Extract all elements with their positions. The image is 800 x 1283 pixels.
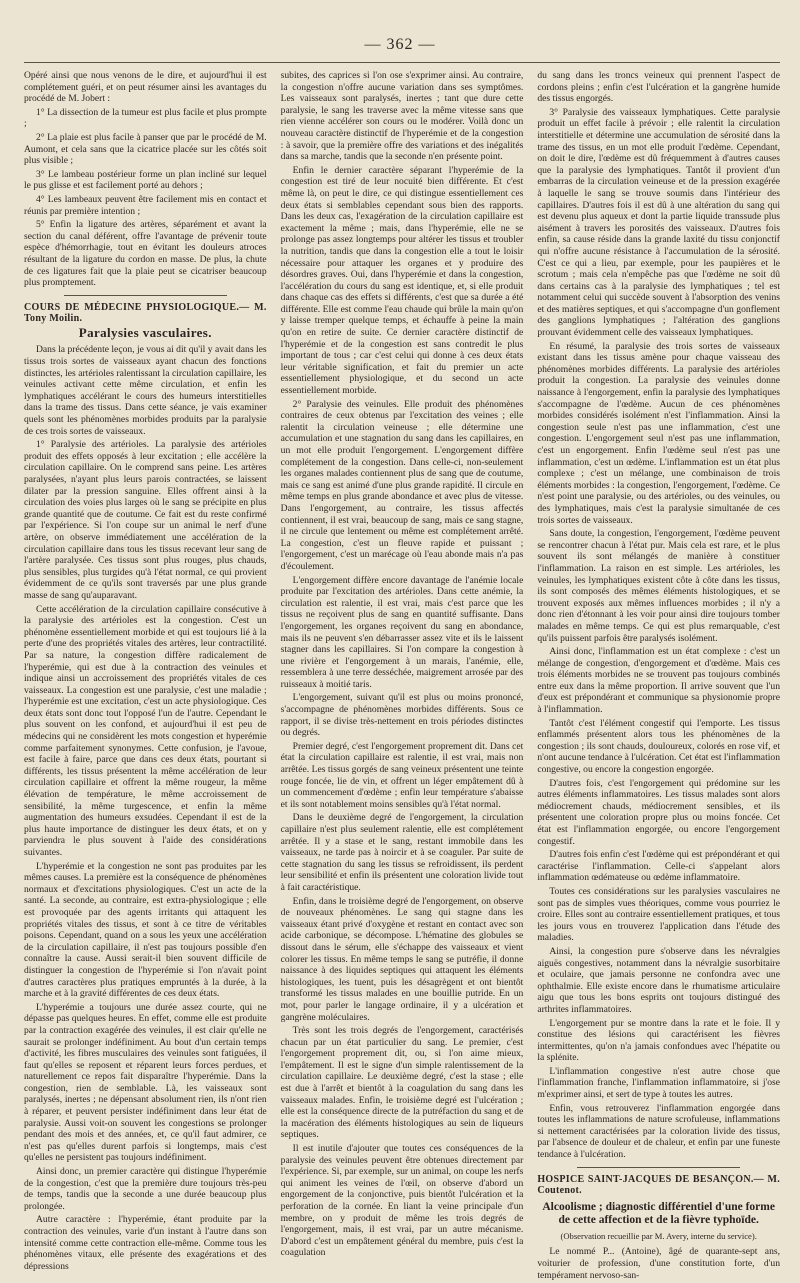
page-number: — 362 —: [364, 36, 436, 53]
paragraph: Sans doute, la congestion, l'engorgement, l'œdème peuvent se rencontrer chacun à l'état pur. Mais cela est rare, et le plus souvent ils sont mélangés de manière à constituer l'inflammation. La raison en est simple. Les artérioles, les veinules, les lymphatiques existent côte à côte dans les tissus, ils sont composés des mêmes éléments histologiques, et se trouvent exposés aux mêmes influences morbides ; il n'y a donc rien d'étonnant à les voir pour ainsi dire toujours tomber malades en même temps. Ce qui est plus remarquable, c'est qu'ils puissent parfois être paralysés isolément.: [537, 528, 780, 644]
paragraph: L'hyperémie a toujours une durée assez courte, qui ne dépasse pas quelques heures. En effet, comme elle est produite par la contraction exagérée des veinules, il est clair qu'elle ne saurait se prolonger indéfiniment. Au bout d'un certain temps d'activité, les fibres musculaires des veinules sont fatiguées, il faut qu'elles se reposent et réparent leurs forces perdues, et naturellement ce repos fait disparaître l'hyperémie. Dans la congestion, rien de semblable. Là, les vaisseaux sont paralysés, inertes ; ne dépensant absolument rien, ils n'ont rien à réparer, et peuvent persister indéfiniment dans leur état de paralysie. Aussi voit-on souvent les congestions se prolonger pendant des mois et des années, et, ce qu'il faut admirer, ce n'est pas qu'elles durent parfois si longtemps, mais c'est qu'elles ne persistent pas toujours indéfiniment.: [24, 1001, 267, 1164]
paragraph: L'engorgement diffère encore davantage de l'anémie locale produite par l'excitation des artérioles. Dans cette anémie, la circulation est ralentie, il est vrai, mais c'est parce que les tissus ne reçoivent plus de sang en quantité suffisante. Dans l'engorgement, les organes reçoivent du sang en abondance, mais ils ne peuvent s'en débarrasser assez vite et ils le laissent stagner dans les capillaires. Si l'on compare la congestion à une rivière et l'engorgement à un marais, l'anémie, elle, ressemblera à une terre desséchée, maigrement arrosée par des ruisseaux à moitié taris.: [280, 574, 524, 690]
paragraph: Premier degré, c'est l'engorgement proprement dit. Dans cet état la circulation capillaire est ralentie, il est vrai, mais non arrêtée. Les tissus gorgés de sang veineux présentent une teinte rouge foncée, lie de vin, et offrent un léger empâtement dû à un commencement d'œdème ; enfin leur température s'abaisse et ils sont notablement moins sensibles qu'à l'état normal.: [280, 740, 524, 810]
paragraph: Cette accélération de la circulation capillaire consécutive à la paralysie des artérioles est la congestion. C'est un phénomène essentiellement morbide et qui est toujours lié à la perte d'une des propriétés vitales des artères, leur contractilité. Par sa nature, la congestion diffère radicalement de l'hyperémie, qui est due à la contraction des veinules et indique ainsi un accroissement des propriétés vitales de ces vaisseaux. La congestion est une paralysie, c'est une maladie ; l'hyperémie est une excitation, c'est un acte physiologique. Ces deux états sont donc tout l'opposé l'un de l'autre. Cependant le plus souvent on les confond, et aujourd'hui il est peu de médecins qui ne considèrent les mots congestion et hyperémie comme parfaitement synonymes. Cette confusion, je l'avoue, est facile à faire, parce que dans ces deux états, pourtant si différents, les tissus présentent la même accélération de leur circulation capillaire et offrent la même rougeur, la même élévation de température, le même accroissement de sensibilité, la même turgescence, et enfin la même augmentation des humeurs exsudées. Cependant il est de la plus haute importance de distinguer les deux états, et on y parviendra le plus souvent à l'aide des considérations suivantes.: [24, 603, 267, 858]
paragraph: Dans la précédente leçon, je vous ai dit qu'il y avait dans les tissus trois sortes de vaisseaux ayant chacun des fonctions distinctes, les artérioles ralentissant la circulation capillaire, les veinules activant cette même circulation, et enfin les lymphatiques accélérant le cours des humeurs interstitielles dans la trame des tissus. Dans cette séance, je vais examiner quels sont les phénomènes morbides produits par la paralysie de ces trois sortes de vaisseaux.: [24, 344, 267, 437]
section-divider: [64, 295, 227, 296]
column-1: [24, 70, 267, 1283]
paragraph: D'autres fois, c'est l'engorgement qui prédomine sur les autres éléments inflammatoires. Les tissus malades sont alors médiocrement chauds, médiocrement sensibles, et ils présentent une coloration propre plus ou moins foncée. Cet état est l'inflammation engorgée, ou encore l'engorgement congestif.: [537, 777, 780, 847]
paragraph: subites, des caprices si l'on ose s'exprimer ainsi. Au contraire, la congestion n'offre aucune variation dans ses symptômes. Les vaisseaux sont paralysés, inertes ; tant que dure cette paralysie, le sang les traverse avec la même vitesse sans que rien vienne accélérer son cours ou le modérer. Voilà donc un nouveau caractère distinctif de l'hyperémie et de la congestion : à savoir, que la première offre des variations et des inégalités dans sa marche, tandis que la seconde n'en présente point.: [280, 70, 524, 163]
paragraph: Le nommé P... (Antoine), âgé de quarante-sept ans, voiturier de profession, d'une constitution forte, d'un tempérament nervoso-san-: [537, 1246, 780, 1281]
paragraph: Dans le deuxième degré de l'engorgement, la circulation capillaire n'est plus seulement ralentie, elle est complétement arrêtée. Il y a stase et le sang, restant immobile dans les vaisseaux, ne tarde pas à noircir et à se coaguler. Par suite de cette stagnation du sang les tissus se refroidissent, ils perdent leur sensibilité et enfin ils présentent une coloration livide tout à fait caractéristique.: [280, 812, 524, 893]
text-columns: [24, 70, 780, 1281]
paragraph: En résumé, la paralysie des trois sortes de vaisseaux existant dans les tissus amène pour chaque vaisseau des phénomènes morbides différents. La paralysie des artérioles produit la congestion. La paralysie des veinules donne naissance à l'engorgement, enfin la paralysie des lymphatiques s'accompagne de l'œdème. Aucun de ces phénomènes morbides considérés isolément n'est l'inflammation. Ainsi la congestion seule n'est pas une inflammation, c'est une congestion. L'engorgement seul n'est pas une inflammation, c'est un engorgement. Enfin l'œdème seul n'est pas une inflammation, c'est un œdème. L'inflammation est un état plus complexe ; c'est un mélange, une combinaison de trois éléments morbides : la congestion, l'engorgement, l'œdème. Ce n'est point une paralysie, ou des artérioles, ou des veinules, ou des lymphatiques, mais c'est la paralysie simultanée de ces trois sortes de vaisseaux.: [537, 340, 780, 526]
paragraph: Enfin, dans le troisième degré de l'engorgement, on observe de nouveaux phénomènes. Le sang qui stagne dans les vaisseaux étant privé d'oxygène et restant en contact avec son acide carbonique, se décompose. L'hématine des globules se dissout dans le sérum, elle s'échappe des vaisseaux et vient colorer les tissus. En même temps le sang se putréfie, il donne naissance à des liquides septiques qui attaquent les éléments histologiques, les tuent, puis les désagrègent et ont bientôt transformé les tissus malades en une bouillie putride. En un mot, pour parler le langage ordinaire, il y a ulcération et gangrène moléculaires.: [280, 895, 524, 1023]
paragraph: 3° Le lambeau postérieur forme un plan incliné sur lequel le pus glisse et est facilement porté au dehors ;: [24, 168, 267, 192]
paragraph: 1° La dissection de la tumeur est plus facile et plus prompte ;: [24, 106, 267, 130]
paragraph: Opéré ainsi que nous venons de le dire, et aujourd'hui il est complétement guéri, et on peut résumer ainsi les avantages du procédé de M. Jobert :: [24, 70, 267, 105]
paragraph: Très sont les trois degrés de l'engorgement, caractérisés chacun par un état particulier du sang. Le premier, c'est l'engorgement proprement dit, ou, si l'on aime mieux, l'empâtement. Il est le signe d'un simple ralentissement de la circulation capillaire. Le deuxième degré, c'est la stase ; elle est due à l'arrêt et bientôt à la coagulation du sang dans les vaisseaux malades. Enfin, le troisième degré est l'ulcération ; elle est la conséquence directe de la putréfaction du sang et de la macération des éléments histologiques au sein de liqueurs septiques.: [280, 1025, 524, 1141]
paragraph: 1° Paralysie des artérioles. La paralysie des artérioles produit des effets opposés à leur excitation ; elle accélère la circulation capillaire. On le comprend sans peine. Les artères paralysées, n'ayant plus leurs parois contractées, se laissent dilater par la pression sanguine. Elles offrent ainsi à la circulation des voies plus larges où le sang se précipite en plus grande quantité que de coutume. Ce fait est du reste confirmé par l'expérience. Si l'on coupe sur un animal le nerf d'une artère, on observe immédiatement une accélération de la circulation capillaire dans tous les tissus recevant leur sang de l'artère paralysée. Ces tissus sont plus rouges, plus chauds, plus sensibles, plus turgides qu'à l'état normal, ce qui provient évidemment de ce qu'ils sont traversés par une plus grande masse de sang qu'auparavant.: [24, 439, 267, 601]
paragraph: D'autres fois enfin c'est l'œdème qui est prépondérant et qui caractérise l'inflammation. Celle-ci s'appelant alors inflammation œdémateuse ou œdème inflammatoire.: [537, 849, 780, 884]
paragraph: Il est inutile d'ajouter que toutes ces conséquences de la paralysie des veinules peuvent être obtenues directement par l'expérience. Si, par exemple, sur un animal, on coupe les nerfs qui animent les veines de l'œil, on observe d'abord un engorgement de la conjonctive, puis bientôt l'ulcération et la perforation de la cornée. En liant la veine principale d'un membre, on y produit de même les trois degrés de l'engorgement, mais, il est vrai, par un autre mécanisme. D'abord c'est un empâtement général du membre, puis c'est la coagulation: [280, 1143, 524, 1259]
section-title: COURS DE MÉDECINE PHYSIOLOGIQUE.— M. Tony Moilin.: [24, 301, 267, 325]
paragraph: 2° Paralysie des veinules. Elle produit des phénomènes contraires de ceux obtenus par l'excitation des veines ; elle ralentit la circulation veineuse ; elle détermine une accumulation et une stagnation du sang dans les capillaires, en un mot elle produit l'engorgement. L'engorgement diffère complétement de la congestion. Dans celle-ci, non-seulement les organes malades contiennent plus de sang que de coutume, mais ce sang est animé d'une plus grande rapidité. Il circule en même temps en plus grande abondance et avec plus de vitesse. Dans l'engorgement, au contraire, les tissus affectés contiennent, il est vrai, beaucoup de sang, mais ce sang stagne, il ne circule que lentement ou même est complétement arrêté. La congestion, c'est un fleuve rapide et puissant ; l'engorgement, c'est un marécage où l'eau abonde mais n'a pas d'écoulement.: [280, 398, 524, 572]
paragraph: du sang dans les troncs veineux qui prennent l'aspect de cordons pleins ; enfin c'est l'ulcération et la gangrène humide des tissus engorgés.: [537, 70, 780, 105]
paragraph: Ainsi, la congestion pure s'observe dans les névralgies aiguës congestives, notamment dans la névralgie susorbitaire et oculaire, que jamais personne ne confondra avec une ophthalmie. Elle existe encore dans le rhumatisme articulaire aigu que tous les bons esprits ont toujours distingué des arthrites inflammatoires.: [537, 945, 780, 1015]
paragraph: Tantôt c'est l'élément congestif qui l'emporte. Les tissus enflammés présentent alors tous les phénomènes de la congestion ; ils sont chauds, douloureux, colorés en rose vif, et n'ont aucune tendance à l'ulcération. Cet état est l'inflammation congestive, ou encore la congestion engorgée.: [537, 717, 780, 776]
paragraph: L'engorgement, suivant qu'il est plus ou moins prononcé, s'accompagne de phénomènes morbides différents. Sous ce rapport, il se divise très-nettement en trois périodes distinctes ou degrés.: [280, 692, 524, 739]
paragraph: Autre caractère : l'hyperémie, étant produite par la contraction des veinules, varie d'un instant à l'autre dans son intensité comme cette contraction elle-même. Comme tous les phénomènes vitaux, elle présente des exagérations et des dépressions: [24, 1214, 267, 1272]
paragraph: L'inflammation congestive n'est autre chose que l'inflammation franche, l'inflammation inflammatoire, si j'ose m'exprimer ainsi, et sert de type à toutes les autres.: [537, 1065, 780, 1101]
paragraph: Ainsi donc, l'inflammation est un état complexe : c'est un mélange de congestion, d'engorgement et d'œdème. Mais ces trois éléments morbides ne se trouvent pas toujours combinés entre eux dans la même proportion. Il arrive souvent que l'un d'eux est prépondérant et communique sa physionomie propre à l'inflammation.: [537, 646, 780, 716]
paragraph: Ainsi donc, un premier caractère qui distingue l'hyperémie de la congestion, c'est que la première dure toujours très-peu de temps, tandis que la seconde a une durée beaucoup plus prolongée.: [24, 1166, 267, 1212]
paragraph: 5° Enfin la ligature des artères, séparément et avant la section du canal déférent, offre l'avantage de prévenir toute espèce d'hémorrhagie, tout en évitant les douleurs atroces résultant de la ligature du cordon en masse. De plus, la chute de ces ligatures fait que la plaie peut se cicatriser beaucoup plus promptement.: [24, 219, 267, 289]
paragraph: 3° Paralysie des vaisseaux lymphatiques. Cette paralysie produit un effet facile à prévoir ; elle ralentit la circulation interstitielle et détermine une accumulation de sérosité dans la trame des tissus, en un mot elle produit l'œdème. Cependant, on doit le dire, l'œdème est dû fréquemment à d'autres causes que la paralysie des lymphatiques. Tantôt il provient d'un embarras de la circulation veineuse et de la pression exagérée à laquelle le sang se trouve soumis dans l'intérieur des capillaires. D'autres fois il est dû à une altération du sang qui est devenu plus aqueux et dont la partie liquide transsude plus aisément à travers les porosités des vaisseaux. D'autres fois enfin, sa cause réside dans la grande laxité du tissu conjonctif qui n'offre aucune résistance à l'accumulation de la sérosité. C'est ce qui a lieu, par exemple, pour les paupières et le scrotum ; mais cela n'empêche pas que l'œdème ne soit dû dans certains cas à la paralysie des lymphatiques ; tel est notamment celui qui succède souvent à l'absorption des venins et des matières septiques, et qui s'accompagne d'un gonflement des ganglions lymphatiques ; l'altération des ganglions prouvant évidemment celle des vaisseaux lymphatiques.: [537, 106, 780, 339]
observation-note: (Observation recueillie par M. Avery, interne du service).: [560, 1230, 757, 1241]
paragraph: Toutes ces considérations sur les paralysies vasculaires ne sont pas de simples vues théoriques, comme vous pourriez le croire. Elles sont au contraire essentiellement pratiques, et tous les jours vous en trouverez l'application dans l'étude des maladies.: [537, 885, 780, 944]
column-2: [281, 70, 524, 1283]
paragraph: Enfin le dernier caractère séparant l'hyperémie de la congestion est tiré de leur nocuité bien différente. Et c'est même là, on peut le dire, ce qui distingue essentiellement ces deux états si semblables cependant sous bien des rapports. Dans les deux cas, l'exagération de la circulation capillaire est exactement la même ; mais, dans l'hyperémie, elle ne se prolonge pas assez longtemps pour altérer les tissus et troubler la nutrition, tandis que dans la congestion elle a tout le loisir nécessaire pour attaquer les organes et y produire des désordres graves. Oui, dans l'hyperémie et dans la congestion, l'accélération du cours du sang est identique, et, si elle produit dans chaque cas des effets si différents, c'est que sa durée a été différente. Elle est comme l'eau chaude qui brûle la main qu'on y laisse tremper quelque temps, et échauffe à peine la main qu'on en retire de suite. Ce dernier caractère distinctif de l'hyperémie et de la congestion est sans contredit le plus important de tous ; car c'est celui qui donne à ces deux états leur véritable signification, et fait du premier un acte essentiellement physiologique, et du second un acte essentiellement morbide.: [280, 164, 524, 397]
header-rule: [24, 62, 780, 63]
paragraph: Enfin, vous retrouverez l'inflammation engorgée dans toutes les inflammations de nature scrofuleuse, inflammations si nettement caractérisées par la coloration livide des tissus, par l'absence de douleur et de chaleur, et enfin par une funeste tendance à l'ulcération.: [537, 1102, 780, 1161]
paragraph: 2° La plaie est plus facile à panser que par le procédé de M. Aumont, et cela sans que la cicatrice placée sur les côtés soit plus visible ;: [24, 131, 267, 167]
paragraph: L'hyperémie et la congestion ne sont pas produites par les mêmes causes. La première est la conséquence de phénomènes normaux et d'excitations physiologiques. C'est un acte de la santé. La seconde, au contraire, est extra-physiologique ; elle est provoquée par des agents irritants qui attaquent les propriétés vitales des tissus, et sont à ce titre de véritables poisons. Cependant, quand on a sous les yeux une accélération de la circulation capillaire, il n'est pas toujours possible d'en connaître la cause. Aussi serait-il bien souvent difficile de distinguer la congestion de l'hyperémie si l'on n'avait point d'autres caractères plus pratiques empruntés à la durée, à la marche et à la gravité différentes de ces deux états.: [24, 860, 267, 1000]
section-divider: [577, 1167, 740, 1168]
column-3: [537, 70, 780, 1283]
paragraph: L'engorgement pur se montre dans la rate et le foie. Il y constitue des lésions qui caractérisent les fièvres intermittentes, qu'on n'a jamais confondues avec l'hépatite ou la splénite.: [537, 1017, 780, 1064]
article-subtitle: Paralysies vasculaires.: [78, 324, 212, 340]
paragraph: 4° Les lambeaux peuvent être facilement mis en contact et réunis par première intention ;: [24, 193, 267, 217]
article-subtitle: Alcoolisme ; diagnostic différentiel d'une forme de cette affection et de la fièvre typhoïde.: [542, 1200, 775, 1226]
hospital-title: HOSPICE SAINT-JACQUES DE BESANÇON.— M. Coutenot.: [537, 1173, 780, 1197]
